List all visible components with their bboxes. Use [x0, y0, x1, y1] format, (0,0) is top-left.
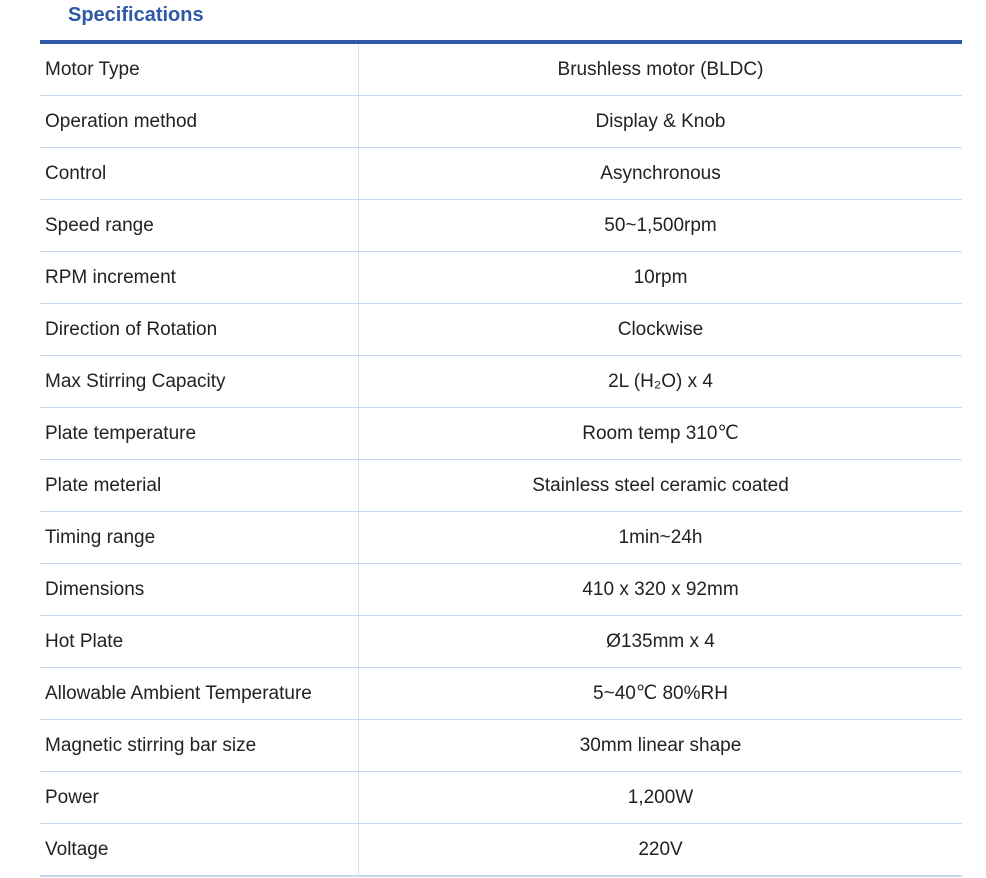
table-row: [40, 772, 962, 824]
spec-value: 10rpm: [359, 252, 963, 304]
spec-label: Max Stirring Capacity: [40, 356, 359, 408]
spec-label: Speed range: [40, 200, 359, 252]
spec-label: Dimensions: [40, 564, 359, 616]
spec-value: 30mm linear shape: [359, 720, 963, 772]
table-row: [40, 304, 962, 356]
spec-label: Timing range: [40, 512, 359, 564]
spec-value: Asynchronous: [359, 148, 963, 200]
table-row: [40, 96, 962, 148]
table-row: [40, 720, 962, 772]
spec-label: Operation method: [40, 96, 359, 148]
spec-label: Power: [40, 772, 359, 824]
spec-value: 1min~24h: [359, 512, 963, 564]
spec-label: Voltage: [40, 824, 359, 877]
spec-label: Control: [40, 148, 359, 200]
section-title: Specifications: [68, 4, 204, 26]
spec-value: 5~40℃ 80%RH: [359, 668, 963, 720]
spec-value: 1,200W: [359, 772, 963, 824]
spec-value: Ø135mm x 4: [359, 616, 963, 668]
spec-label: Plate temperature: [40, 408, 359, 460]
spec-value: 2L (H₂O) x 4: [359, 356, 963, 408]
table-row: [40, 616, 962, 668]
table-row: [40, 512, 962, 564]
spec-label: Plate meterial: [40, 460, 359, 512]
spec-value: 410 x 320 x 92mm: [359, 564, 963, 616]
spec-label: Motor Type: [40, 42, 359, 96]
table-row: [40, 42, 962, 96]
table-row: [40, 460, 962, 512]
spec-value: 220V: [359, 824, 963, 877]
table-row: [40, 824, 962, 877]
spec-value: Brushless motor (BLDC): [359, 42, 963, 96]
table-row: [40, 148, 962, 200]
spec-value: 50~1,500rpm: [359, 200, 963, 252]
spec-value: Room temp 310℃: [359, 408, 963, 460]
spec-label: RPM increment: [40, 252, 359, 304]
spec-label: Direction of Rotation: [40, 304, 359, 356]
spec-label: Allowable Ambient Temperature: [40, 668, 359, 720]
spec-value: Display & Knob: [359, 96, 963, 148]
table-row: [40, 408, 962, 460]
specifications-table: [40, 40, 962, 877]
table-row: [40, 200, 962, 252]
spec-label: Hot Plate: [40, 616, 359, 668]
spec-value: Stainless steel ceramic coated: [359, 460, 963, 512]
spec-label: Magnetic stirring bar size: [40, 720, 359, 772]
spec-value: Clockwise: [359, 304, 963, 356]
table-row: [40, 564, 962, 616]
table-row: [40, 252, 962, 304]
table-row: [40, 668, 962, 720]
table-row: [40, 356, 962, 408]
